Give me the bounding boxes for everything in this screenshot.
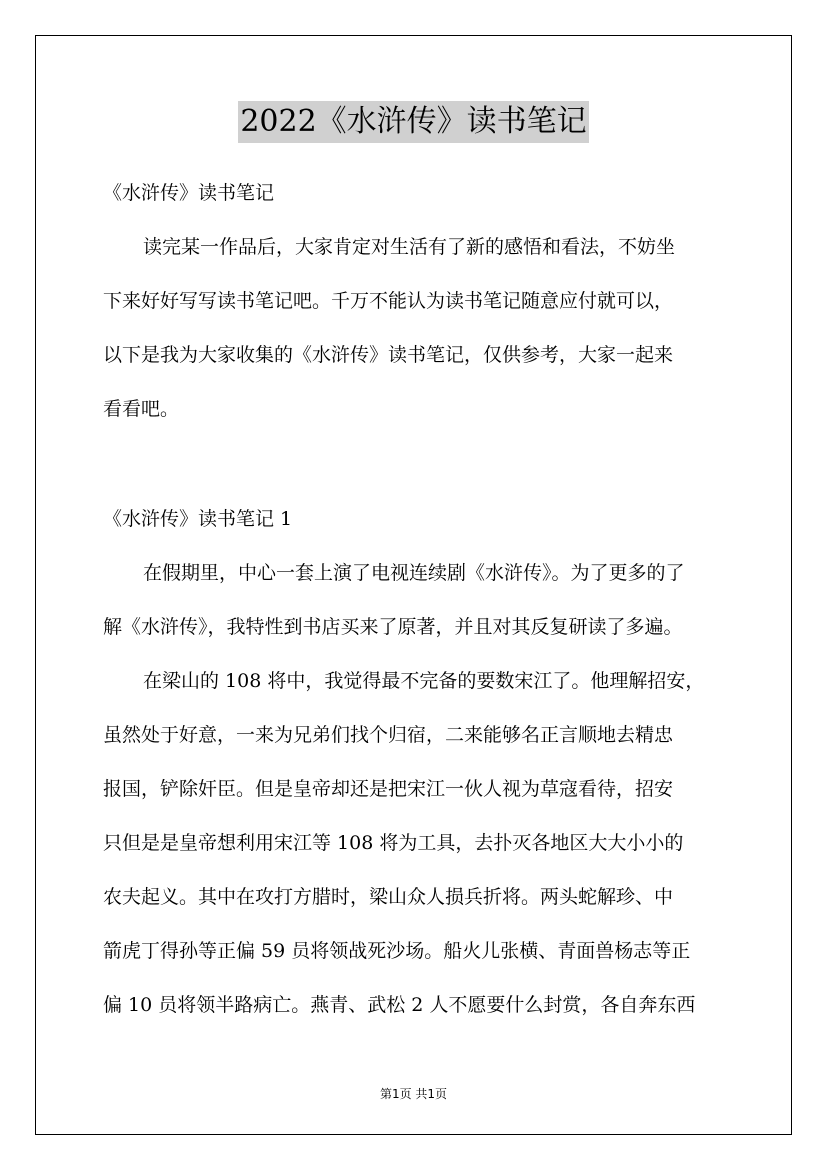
paragraph-line: 偏 10 员将领半路病亡。燕青、武松 2 人不愿要什么封赏，各自奔东西 xyxy=(103,994,696,1016)
section-heading: 《水浒传》读书笔记 1 xyxy=(103,508,293,530)
document-subtitle: 《水浒传》读书笔记 xyxy=(103,182,275,204)
paragraph-line: 在假期里，中心一套上演了电视连续剧《水浒传》。为了更多的了 xyxy=(143,562,685,584)
intro-line: 下来好好写写读书笔记吧。千万不能认为读书笔记随意应付就可以， xyxy=(103,290,674,312)
paragraph-line: 只但是是皇帝想利用宋江等 108 将为工具，去扑灭各地区大大小小的 xyxy=(103,832,684,854)
paragraph-line: 虽然处于好意，一来为兄弟们找个归宿，二来能够名正言顺地去精忠 xyxy=(103,724,674,746)
paragraph-line: 在梁山的 108 将中，我觉得最不完备的要数宋江了。他理解招安， xyxy=(143,670,705,692)
intro-line: 以下是我为大家收集的《水浒传》读书笔记，仅供参考，大家一起来 xyxy=(103,344,674,366)
paragraph-line: 报国，铲除奸臣。但是皇帝却还是把宋江一伙人视为草寇看待，招安 xyxy=(103,778,674,800)
document-title: 2022《水浒传》读书笔记 xyxy=(238,101,588,143)
paragraph-line: 解《水浒传》，我特性到书店买来了原著，并且对其反复研读了多遍。 xyxy=(103,616,683,638)
intro-line: 看看吧。 xyxy=(103,398,180,420)
paragraph-line: 箭虎丁得孙等正偏 59 员将领战死沙场。船火儿张横、青面兽杨志等正 xyxy=(103,940,691,962)
page-footer: 第1页 共1页 xyxy=(379,1087,448,1101)
intro-line: 读完某一作品后，大家肯定对生活有了新的感悟和看法，不妨坐 xyxy=(143,236,676,258)
title-wrap xyxy=(0,101,827,143)
paragraph-line: 农夫起义。其中在攻打方腊时，梁山众人损兵折将。两头蛇解珍、中 xyxy=(103,886,674,908)
